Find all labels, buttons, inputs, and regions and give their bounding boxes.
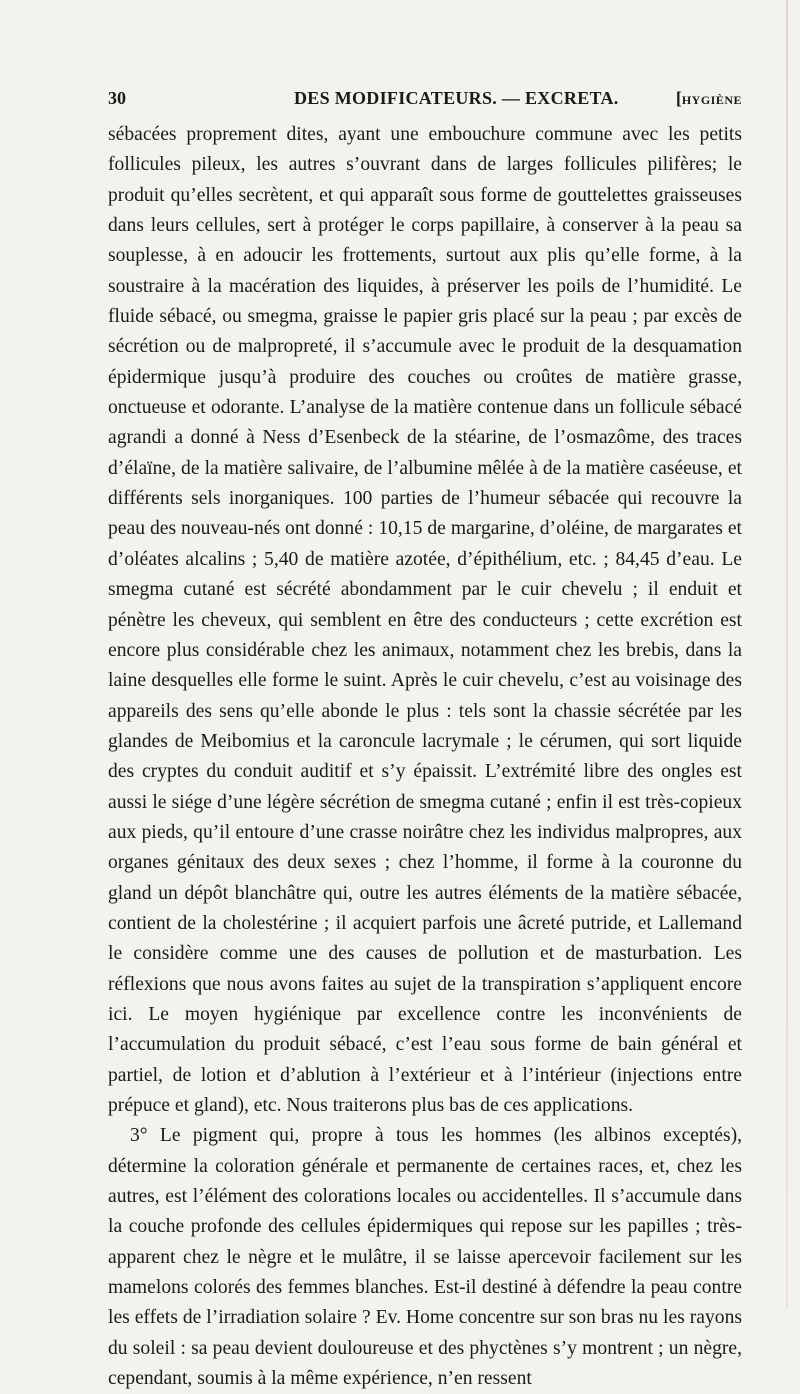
paragraph-sebaceous: sébacées proprement dites, ayant une embouchure commune avec les petits follicules pileux, les autres s’ouvrant dans de larges follicules pilifères; le produit qu’elles secrètent, et qui apparaît sous forme de gouttelettes graisseuses dans leurs cellules, sert à protéger le corps papillaire, à conserver à la peau sa souplesse, à en adoucir les frottements, surtout aux plis qu’elle forme, à la soustraire à la macération des liquides, à préserver les poils de l’humidité. Le fluide sébacé, ou smegma, graisse le papier gris placé sur la peau ; par excès de sécrétion ou de malpropreté, il s’accumule avec le produit de la desquamation épidermique jusqu’à produire des couches ou croûtes de matière grasse, onctueuse et odorante. L’analyse de la matière contenue dans un follicule sébacé agrandi a donné à Ness d’Esenbeck de la stéarine, de l’osmazôme, des traces d’élaïne, de la matière salivaire, de l’albumine mêlée à de la matière caséeuse, et différents sels inorganiques. 100 parties de l’humeur sébacée qui recouvre la peau des nouveau-nés ont donné : 10,15 de margarine, d’oléine, de margarates et d’oléates alcalins ; 5,40 de matière azotée, d’épithélium, etc. ; 84,45 d’eau. Le smegma cutané est sécrété abondamment par le cuir chevelu ; il enduit et pénètre les cheveux, qui semblent en être des conducteurs ; cette excrétion est encore plus considérable chez les animaux, notamment chez les brebis, dans la laine desquelles elle forme le suint. Après le cuir chevelu, c’est au voisinage des appareils des sens qu’elle abonde le plus : tels sont la chassie sécrétée par les glandes de Meibomius et la caroncule lacrymale ; le cérumen, qui sort liquide des cryptes du conduit auditif et s’y épaissit. L’extrémité libre des ongles est aussi le siége d’une légère sécrétion de smegma cutané ; enfin il est très-copieux aux pieds, qu’il entoure d’une crasse noirâtre chez les individus malpropres, aux organes génitaux des deux sexes ; chez l’homme, il forme à la couronne du gland un dépôt blanchâtre qui, outre les autres éléments de la matière sébacée, contient de la cholestérine ; il acquiert parfois une âcreté putride, et Lallemand le considère comme une des causes de pollution et de masturbation. Les réflexions que nous avons faites au sujet de la transpiration s’appliquent encore ici. Le moyen hygiénique par excellence contre les inconvénients de l’accumulation du produit sébacé, c’est l’eau sous forme de bain général et partiel, de lotion et d’ablution à l’extérieur et à l’intérieur (injections entre prépuce et gland), etc. Nous traiterons plus bas de ces applications. [108, 124, 742, 1116]
section-bracket: [ [675, 88, 682, 108]
running-title: DES MODIFICATEURS. — EXCRETA. [294, 88, 619, 108]
running-header [108, 88, 742, 114]
section-label [676, 88, 742, 109]
body-text [108, 120, 742, 1394]
page-edge-shadow [786, 0, 788, 1308]
paragraph-pigment: 3° Le pigment qui, propre à tous les hommes (les albinos exceptés), détermine la coloration générale et permanente de certaines races, et, chez les autres, est l’élément des colorations locales ou accidentelles. Il s’accumule dans la couche profonde des cellules épidermiques qui repose sur les papilles ; très-apparent chez le nègre et le mulâtre, il se laisse apercevoir facilement sur les mamelons colorés des femmes blanches. Est-il destiné à défendre la peau contre les effets de l’irradiation solaire ? Ev. Home concentre sur son bras nu les rayons du soleil : sa peau devient douloureuse et des phyctènes s’y montrent ; un nègre, cependant, soumis à la même expérience, n’en ressent [108, 1125, 742, 1390]
section-name: HYGIÈNE [681, 93, 742, 107]
page-number: 30 [108, 88, 126, 108]
